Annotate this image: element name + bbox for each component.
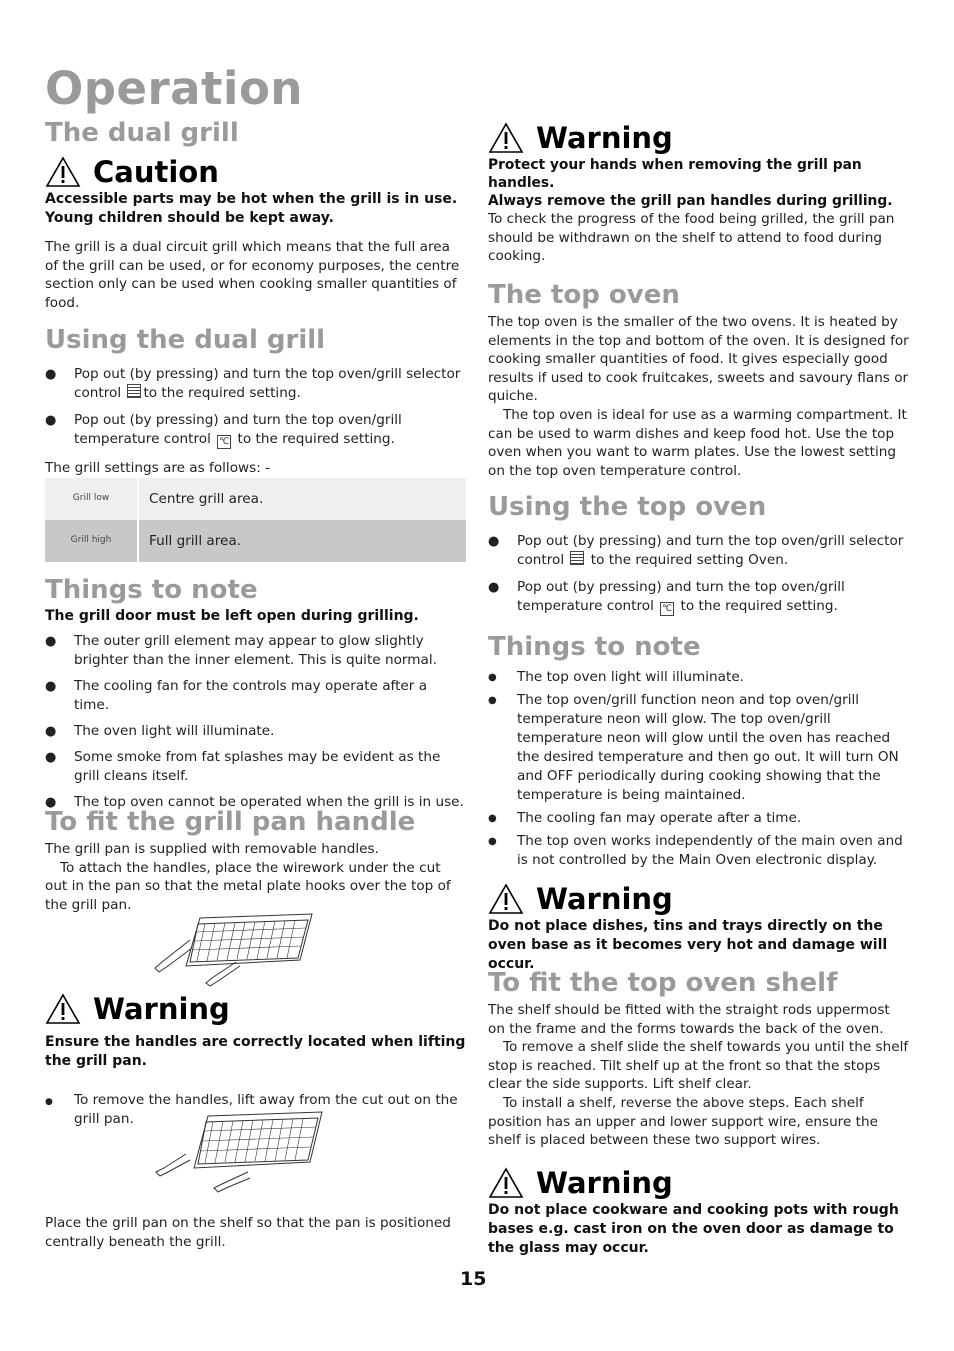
list-item: ● The top oven/grill function neon and top oven/grill temperature neon will glow. The top oven/grill temperature neon will glow until the oven has reached the desired temperature and then go out. It will turn ON and OFF periodically during cooking showing that the temperature is being maintained.: [488, 692, 899, 803]
warning-text: Ensure the handles are correctly located when lifting the grill pan.: [45, 1034, 466, 1069]
temperature-control-icon: ℃: [219, 437, 230, 447]
top-oven-section: [488, 280, 910, 480]
selector-control-icon: [127, 384, 141, 398]
setting-value: Full grill area.: [138, 520, 466, 562]
warning-label: Warning: [93, 992, 230, 1026]
fit-shelf-heading: To fit the top oven shelf: [488, 968, 838, 998]
things-to-note-heading: Things to note: [488, 632, 701, 662]
fit-shelf-p3: To install a shelf, reverse the above steps. Each shelf position has an upper and lower support wire, ensure the shelf is placed between these two support wires.: [488, 1094, 878, 1149]
setting-key: Grill high: [45, 520, 138, 562]
table-row: [45, 520, 466, 562]
warning-label: Warning: [536, 882, 673, 916]
settings-intro: The grill settings are as follows: -: [45, 460, 271, 476]
caution-text: Accessible parts may be hot when the grill is in use. Young children should be kept away.: [45, 191, 458, 226]
list-item: ● The oven light will illuminate.: [45, 723, 275, 739]
list-item: ● The top oven light will illuminate.: [488, 669, 745, 685]
top-oven-heading: The top oven: [488, 280, 680, 310]
warning-label: Warning: [536, 121, 673, 155]
things-to-note-right: [488, 632, 910, 870]
selector-control-icon: [570, 551, 584, 565]
warning-text: Do not place cookware and cooking pots with rough bases e.g. cast iron on the oven door as damage to the glass may occur.: [488, 1202, 899, 1256]
using-top-oven-section: [488, 492, 910, 616]
dual-grill-heading-block: [45, 118, 466, 148]
list-item: ● The outer grill element may appear to glow slightly brighter than the inner element. This is quite normal.: [45, 633, 437, 668]
list-item: ● Some smoke from fat splashes may be evident as the grill cleans itself.: [45, 749, 441, 784]
dual-grill-heading: The dual grill: [45, 118, 239, 148]
list-item: ● Pop out (by pressing) and turn the top oven/grill temperature control ℃ to the required setting.: [488, 579, 845, 614]
list-item: ● The cooling fan for the controls may operate after a time.: [45, 678, 428, 713]
setting-key: Grill low: [45, 478, 138, 520]
warning-block-3: [488, 1165, 910, 1258]
setting-value: Centre grill area.: [138, 478, 466, 520]
list-item: ● The top oven works independently of the main oven and is not controlled by the Main Oven electronic display.: [488, 833, 903, 868]
caution-block: [45, 154, 466, 312]
grill-pan-handle-attach-illustration: [150, 910, 320, 990]
warning-triangle-icon: [488, 883, 524, 915]
warning-bold-2: Always remove the grill pan handles during grilling.: [488, 193, 893, 209]
warning-body: To check the progress of the food being grilled, the grill pan should be withdrawn on the shelf to attend to food during cooking.: [488, 211, 895, 265]
top-oven-p2: The top oven is ideal for use as a warming compartment. It can be used to warm dishes and keep food hot. Use the top oven when you want to warm plates. Use the lowest setting on the top oven temperature control.: [488, 406, 907, 479]
using-top-oven-heading: Using the top oven: [488, 492, 767, 522]
list-item: ● The cooling fan may operate after a time.: [488, 810, 802, 826]
fit-shelf-p1: The shelf should be fitted with the straight rods uppermost on the frame and the forms towards the back of the oven.: [488, 1002, 890, 1037]
page-number: 15: [460, 1268, 487, 1290]
warning-triangle-icon: [488, 1167, 524, 1199]
fit-handle-p2: To attach the handles, place the wirework under the cut out in the pan so that the metal plate hooks over the top of the grill pan.: [45, 859, 451, 913]
list-item: ● Pop out (by pressing) and turn the top oven/grill selector control to the required setting.: [45, 366, 461, 401]
fit-handle-heading: To fit the grill pan handle: [45, 807, 416, 837]
warning-triangle-icon: [488, 122, 524, 154]
warning-triangle-icon: [45, 993, 81, 1025]
fit-handle-section: [45, 807, 466, 914]
page-title: Operation: [45, 62, 303, 115]
table-row: [45, 478, 466, 520]
caution-label: Caution: [93, 155, 219, 189]
warning-block-1: [488, 120, 910, 266]
warning-triangle-icon: [45, 156, 81, 188]
things-to-note-left: [45, 575, 466, 812]
things-to-note-heading: Things to note: [45, 575, 258, 605]
list-item: ● Pop out (by pressing) and turn the top oven/grill temperature control ℃ to the required setting.: [45, 412, 402, 447]
warning-footer: Place the grill pan on the shelf so that the pan is positioned centrally beneath the grill.: [45, 1215, 451, 1250]
warning-text: Do not place dishes, tins and trays directly on the oven base as it becomes very hot and damage will occur.: [488, 918, 888, 972]
warning-bold-1: Protect your hands when removing the grill pan handles.: [488, 157, 862, 191]
warning-label: Warning: [536, 1166, 673, 1200]
warning-footer-block: [45, 1214, 466, 1251]
top-oven-p1: The top oven is the smaller of the two ovens. It is heated by elements in the top and bottom of the oven. It is designed for cooking smaller quantities of food. It gives especially good results if used to cook fruitcakes, sweets and savoury flans or quiche.: [488, 314, 909, 405]
warning-block-2: [488, 881, 910, 974]
dual-grill-body: The grill is a dual circuit grill which means that the full area of the grill can be used, or for economy purposes, the centre section only can be used when cooking smaller quantities of food.: [45, 239, 460, 311]
list-item: ● The top oven cannot be operated when the grill is in use.: [45, 794, 464, 810]
fit-shelf-p2: To remove a shelf slide the shelf towards you until the shelf stop is reached. Tilt shelf up at the front so that the stops clear the side supports. Lift shelf clear.: [488, 1039, 909, 1093]
fit-shelf-section: [488, 968, 910, 1150]
grill-settings-table: [45, 478, 466, 562]
fit-handle-p1: The grill pan is supplied with removable handles.: [45, 841, 379, 857]
list-item: ● Pop out (by pressing) and turn the top oven/grill selector control to the required setting Oven.: [488, 533, 904, 568]
temperature-control-icon: ℃: [662, 604, 673, 614]
warning-block-left: [45, 991, 466, 1129]
using-dual-grill-heading: Using the dual grill: [45, 325, 326, 355]
list-item: ● To remove the handles, lift away from the cut out on the grill pan.: [45, 1092, 458, 1127]
grill-pan-handle-remove-illustration: [150, 1110, 330, 1195]
using-dual-grill-section: [45, 325, 466, 562]
things-to-note-lead: The grill door must be left open during grilling.: [45, 608, 419, 624]
